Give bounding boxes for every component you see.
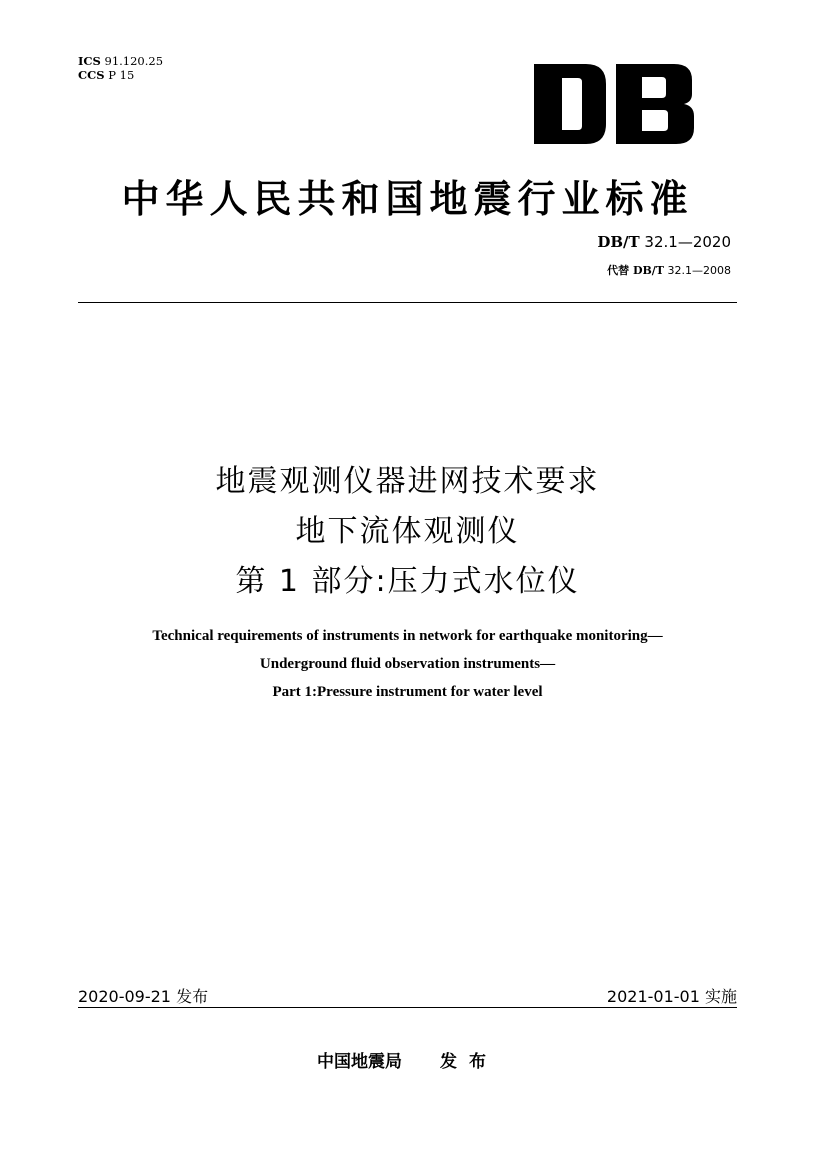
issue-action: 发布 xyxy=(440,1052,498,1072)
standard-number: DB/T 32.1—2020 xyxy=(597,233,731,251)
header-divider xyxy=(78,302,737,303)
title-en-line3: Part 1:Pressure instrument for water level xyxy=(272,684,543,700)
ccs-code: CCS P 15 xyxy=(78,68,135,82)
title-cn-line3: 第 1 部分:压力式水位仪 xyxy=(235,564,580,599)
ics-code: ICS 91.120.25 xyxy=(78,54,164,68)
title-cn-line1: 地震观测仪器进网技术要求 xyxy=(215,464,600,499)
issuer-name: 中国地震局 xyxy=(317,1052,402,1072)
publish-date: 2020-09-21 发布 xyxy=(78,987,209,1006)
classification-codes xyxy=(78,54,163,82)
replaces-standard: 代替 DB/T 32.1—2008 xyxy=(607,264,731,277)
db-logo xyxy=(534,64,694,144)
footer-divider xyxy=(78,1007,737,1008)
standard-category-title: 中华人民共和国地震行业标准 xyxy=(121,177,694,221)
title-en-line1: Technical requirements of instruments in network for earthquake monitoring— xyxy=(152,628,663,644)
title-en-line2: Underground fluid observation instruments— xyxy=(259,656,556,672)
issuer-line xyxy=(0,1047,815,1072)
effective-date: 2021-01-01 实施 xyxy=(606,987,737,1006)
title-cn-line2: 地下流体观测仪 xyxy=(295,514,520,549)
